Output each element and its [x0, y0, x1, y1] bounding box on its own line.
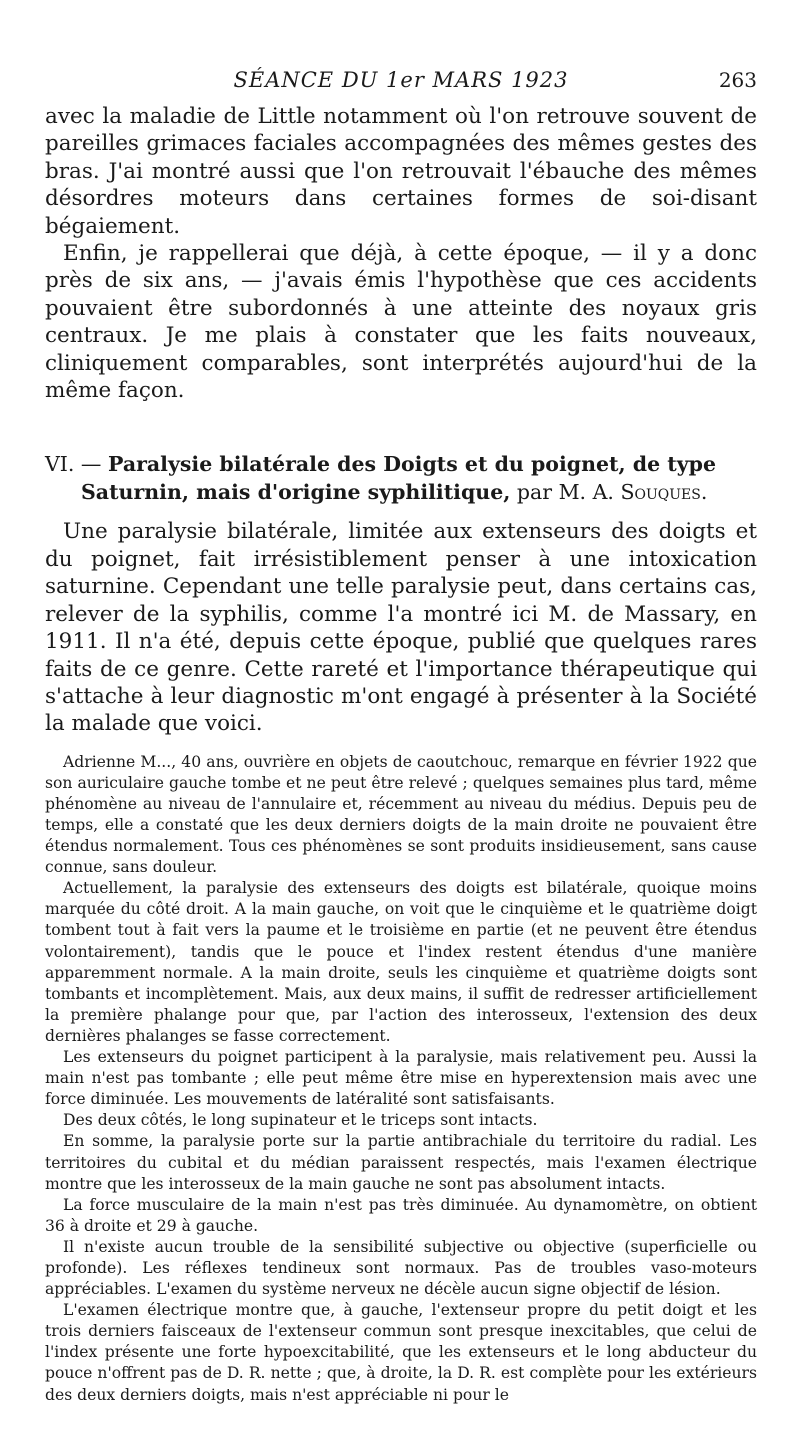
- case-paragraph: Actuellement, la paralysie des extenseurs des doigts est bilatérale, quoique moins marquée du côté droit. A la main gauche, on voit que le cinquième et le quatrième doigt tombent tout à fait vers la paume et le troisième en partie (et ne peuvent être étendus volontairement), tandis que le pouce et l'index restent étendus d'une manière apparemment normale. A la main droite, seuls les cinquième et quatrième doigts sont tombants et incomplètement. Mais, aux deux mains, il suffit de redresser artificiellement la première phalange pour que, par l'action des interosseux, l'extension des deux dernières phalanges se fasse correctement.: [45, 879, 757, 1045]
- case-paragraph: La force musculaire de la main n'est pas très diminuée. Au dynamomètre, on obtient 36 à droite et 29 à gauche.: [45, 1195, 757, 1235]
- case-paragraph: L'examen électrique montre que, à gauche, l'extenseur propre du petit doigt et les trois derniers faisceaux de l'extenseur commun sont presque inexcitables, que celui de l'index présente une forte hypoexcitabilité, que les extenseurs et le long abducteur du pouce n'offrent pas de D. R. nette ; que, à droite, la D. R. est complète pour les extérieurs des deux derniers doigts, mais n'est appréciable ni pour le: [45, 1301, 757, 1404]
- section-title-line1: Paralysie bilatérale des Doigts et du poignet, de type: [107, 452, 717, 477]
- case-paragraph: Adrienne M..., 40 ans, ouvrière en objets de caoutchouc, remarque en février 1922 que son auriculaire gauche tombe et ne peut être relevé ; quelques semaines plus tard, même phénomène au niveau de l'annulaire et, récemment au niveau du médius. Depuis peu de temps, elle a constaté que les deux derniers doigts de la main droite ne pouvaient être étendus normalement. Tous ces phénomènes se sont produits insidieusement, sans cause connue, sans douleur.: [45, 752, 757, 877]
- case-paragraph: Des deux côtés, le long supinateur et le triceps sont intacts.: [63, 1111, 538, 1130]
- case-paragraph: Les extenseurs du poignet participent à la paralysie, mais relativement peu. Aussi la main n'est pas tombante ; elle peut même être mise en hyperextension mais avec une force diminuée. Les mouvements de latéralité sont satisfaisants.: [45, 1048, 757, 1109]
- section-number: VI. —: [45, 452, 108, 477]
- page-number: 263: [718, 68, 757, 92]
- case-paragraph: En somme, la paralysie porte sur la partie antibrachiale du territoire du radial. Les territoires du cubital et du médian paraissent respectés, mais l'examen électrique montre que les interosseux de la main gauche ne sont pas absolument intacts.: [45, 1132, 757, 1193]
- page-body: [45, 103, 757, 1406]
- running-header: [45, 68, 757, 98]
- case-paragraph: Il n'existe aucun trouble de la sensibilité subjective ou objective (superficielle ou profonde). Les réflexes tendineux sont normaux. Pas de troubles vaso-moteurs appréciables. L'examen du système nerveux ne décèle aucun signe objectif de lésion.: [45, 1237, 757, 1299]
- heading-spacer: [45, 506, 757, 518]
- section-title-line2: Saturnin, mais d'origine syphilitique,: [81, 480, 511, 505]
- section-heading: [45, 450, 757, 506]
- running-title: SÉANCE DU 1er MARS 1923: [233, 68, 569, 92]
- author-name: Souques.: [620, 480, 708, 505]
- author-prefix: par M. A.: [510, 480, 621, 505]
- paragraph-continuation: avec la maladie de Little notamment où l'on retrouve souvent de pareilles grimaces faciales accompagnées des mêmes gestes des bras. J'ai montré aussi que l'on retrouvait l'ébauche des mêmes désordres moteurs dans certaines formes de soi-disant bégaiement.: [45, 104, 757, 239]
- paragraph-conclusion: Enfin, je rappellerai que déjà, à cette époque, — il y a donc près de six ans, — j'avais émis l'hypothèse que ces accidents pouvaient être subordonnés à une atteinte des noyaux gris centraux. Je me plais à constater que les faits nouveaux, cliniquement comparables, sont interprétés aujourd'hui de la même façon.: [45, 241, 757, 404]
- case-spacer: [45, 738, 757, 752]
- section-spacer: [45, 404, 757, 450]
- section-title-line2-wrap: [45, 478, 757, 506]
- intro-paragraph: Une paralysie bilatérale, limitée aux extenseurs des doigts et du poignet, fait irrésistiblement penser à une intoxication saturnine. Cependant une telle paralysie peut, dans certains cas, relever de la syphilis, comme l'a montré ici M. de Massary, en 1911. Il n'a été, depuis cette époque, publié que quelques rares faits de ce genre. Cette rareté et l'importance thérapeutique qui s'attache à leur diagnostic m'ont engagé à présenter à la Société la malade que voici.: [45, 519, 757, 737]
